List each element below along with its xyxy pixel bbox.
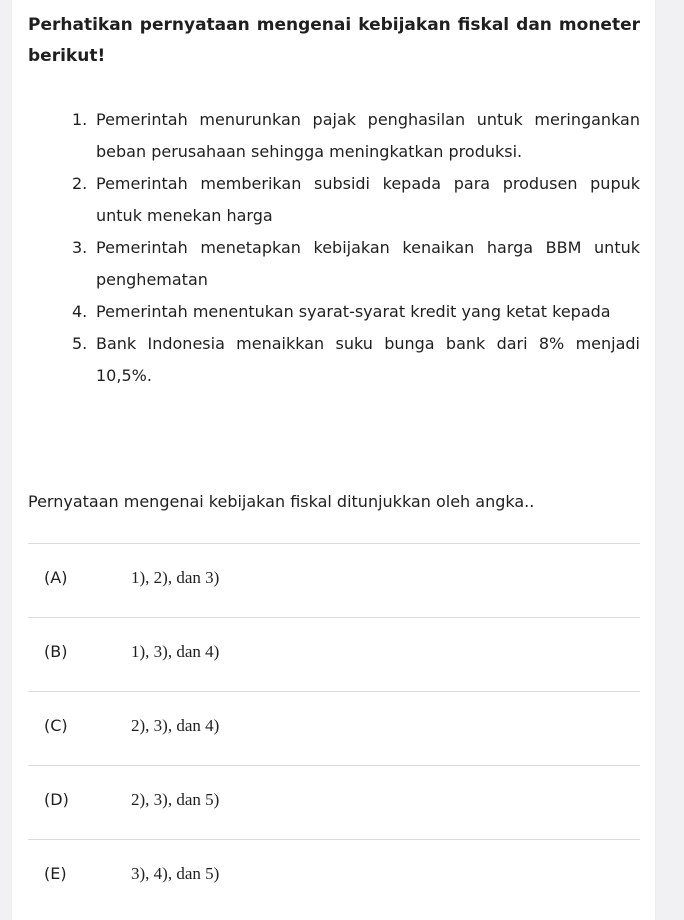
statement-item xyxy=(72,232,640,296)
statement-text: Pemerintah menentukan syarat-syarat kredit yang ketat kepada xyxy=(96,302,611,321)
statement-item xyxy=(72,104,640,168)
question-prompt: Pernyataan mengenai kebijakan fiskal ditunjukkan oleh angka.. xyxy=(28,492,535,511)
option-text: 2), 3), dan 5) xyxy=(131,790,220,809)
option-c[interactable] xyxy=(28,691,640,765)
statement-text: Pemerintah menetapkan kebijakan kenaikan harga BBM untuk penghematan xyxy=(96,238,640,289)
statement-number: 2. xyxy=(72,174,88,193)
option-b[interactable] xyxy=(28,617,640,691)
option-letter: (E) xyxy=(44,864,67,883)
statement-number: 4. xyxy=(72,302,88,321)
option-text: 3), 4), dan 5) xyxy=(131,864,220,883)
statement-number: 5. xyxy=(72,334,88,353)
question-title: Perhatikan pernyataan mengenai kebijakan fiskal dan moneter berikut! xyxy=(28,15,640,66)
option-letter: (C) xyxy=(44,716,68,735)
option-text: 2), 3), dan 4) xyxy=(131,716,220,735)
statement-text: Pemerintah memberikan subsidi kepada para produsen pupuk untuk menekan harga xyxy=(96,174,640,225)
statement-item xyxy=(72,296,640,328)
option-text: 1), 2), dan 3) xyxy=(131,568,220,587)
option-letter: (B) xyxy=(44,642,68,661)
option-a[interactable] xyxy=(28,543,640,617)
statement-text: Pemerintah menurunkan pajak penghasilan untuk meringankan beban perusahaan sehingga meningkatkan produksi. xyxy=(96,110,640,161)
statement-text: Bank Indonesia menaikkan suku bunga bank dari 8% menjadi 10,5%. xyxy=(96,334,640,385)
option-letter: (D) xyxy=(44,790,69,809)
statement-item xyxy=(72,328,640,392)
answer-options xyxy=(28,543,640,913)
option-e[interactable] xyxy=(28,839,640,913)
statement-item xyxy=(72,168,640,232)
option-letter: (A) xyxy=(44,568,68,587)
statement-list xyxy=(72,104,640,392)
statement-number: 1. xyxy=(72,110,88,129)
statement-number: 3. xyxy=(72,238,88,257)
option-text: 1), 3), dan 4) xyxy=(131,642,220,661)
option-d[interactable] xyxy=(28,765,640,839)
